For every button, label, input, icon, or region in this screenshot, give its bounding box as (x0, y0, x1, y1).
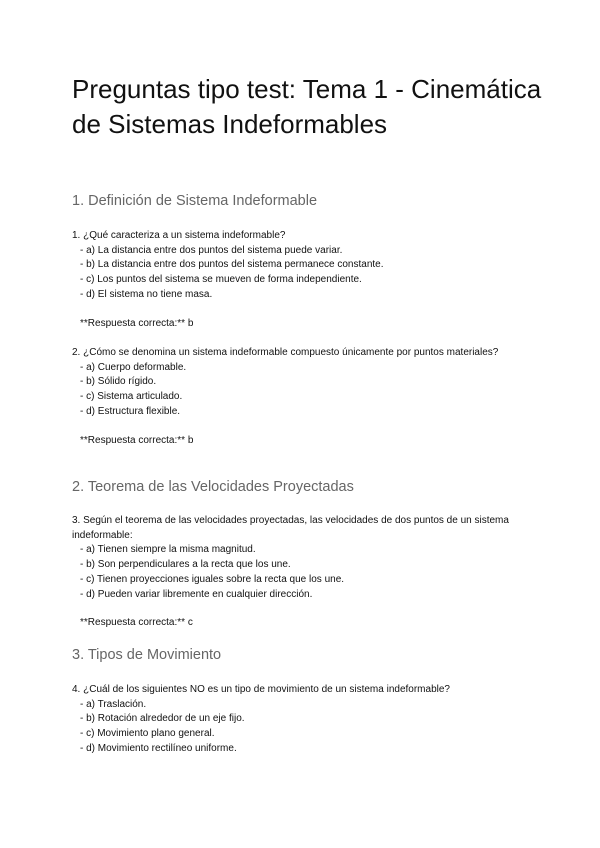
option-a: - a) Tienen siempre la misma magnitud. (80, 544, 256, 556)
section-heading-1: 1. Definición de Sistema Indeformable (72, 193, 318, 209)
option-c: - c) Movimiento plano general. (80, 728, 215, 740)
correct-answer: **Respuesta correcta:** c (80, 617, 193, 629)
option-c: - c) Sistema articulado. (80, 391, 183, 403)
option-b: - b) Rotación alrededor de un eje fijo. (80, 713, 245, 725)
option-c: - c) Tienen proyecciones iguales sobre la recta que los une. (80, 573, 345, 585)
section-heading-2: 2. Teorema de las Velocidades Proyectadas (72, 479, 354, 495)
option-b: - b) Sólido rígido. (80, 376, 157, 388)
option-b: - b) La distancia entre dos puntos del sistema permanece constante. (80, 259, 384, 271)
options-list (72, 543, 532, 602)
option-d: - d) Estructura flexible. (80, 405, 181, 417)
options-list (72, 698, 532, 757)
correct-answer: **Respuesta correcta:** b (80, 434, 194, 446)
correct-answer: **Respuesta correcta:** b (80, 317, 194, 329)
section-heading-3: 3. Tipos de Movimiento (72, 647, 222, 663)
question-text: 3. Según el teorema de las velocidades proyectadas, las velocidades de dos puntos de un sistema indeformable: (72, 515, 509, 541)
option-b: - b) Son perpendiculares a la recta que los une. (80, 559, 291, 571)
question-text: 2. ¿Cómo se denomina un sistema indeformable compuesto únicamente por puntos materiales? (72, 347, 499, 358)
question-3 (72, 514, 532, 631)
question-4 (72, 683, 532, 757)
question-2 (72, 346, 532, 448)
question-text: 4. ¿Cuál de los siguientes NO es un tipo de movimiento de un sistema indeformable? (72, 684, 450, 695)
option-a: - a) Cuerpo deformable. (80, 361, 187, 373)
question-text: 1. ¿Qué caracteriza a un sistema indeformable? (72, 230, 286, 241)
question-1 (72, 229, 532, 331)
option-c: - c) Los puntos del sistema se mueven de forma independiente. (80, 274, 362, 286)
document-title: Preguntas tipo test: Tema 1 - Cinemática de Sistemas Indeformables (72, 74, 542, 139)
option-d: - d) El sistema no tiene masa. (80, 288, 213, 300)
options-list (72, 244, 532, 303)
option-d: - d) Movimiento rectilíneo uniforme. (80, 742, 237, 754)
options-list (72, 361, 532, 420)
option-d: - d) Pueden variar libremente en cualquier dirección. (80, 588, 313, 600)
option-a: - a) La distancia entre dos puntos del sistema puede variar. (80, 244, 343, 256)
option-a: - a) Traslación. (80, 698, 147, 710)
